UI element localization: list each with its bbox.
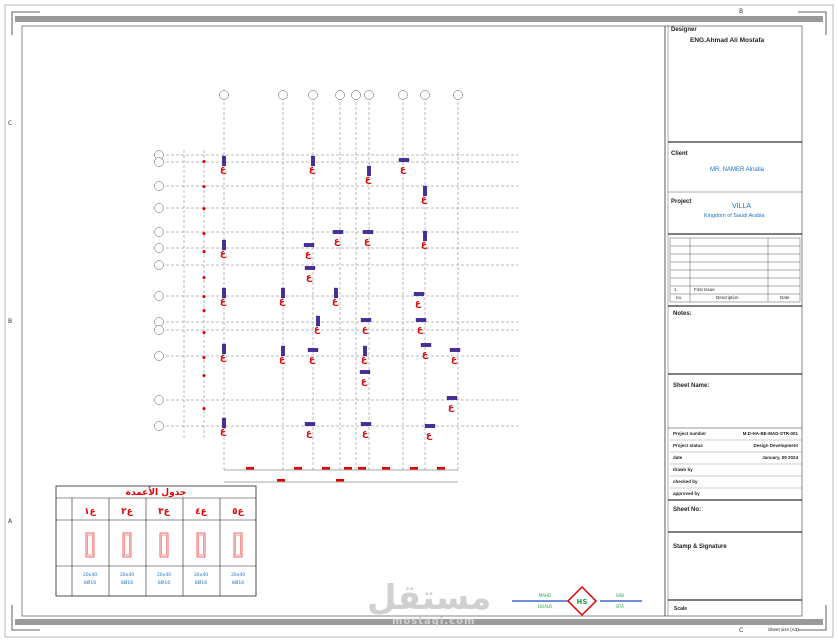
- column-marker: [304, 243, 314, 260]
- dimension-value-mark: [294, 467, 302, 470]
- column-tag: ع: [278, 297, 286, 307]
- column-marker: [421, 231, 428, 250]
- grid-bubble: [454, 91, 463, 100]
- column-marker: [308, 348, 318, 365]
- grid-bubble: [399, 91, 408, 100]
- schedule-dimension: 20x40: [119, 573, 135, 578]
- grid-bubble: [155, 352, 164, 361]
- chain-dim-mark: •: [201, 307, 207, 317]
- grid-bubble: [155, 158, 164, 167]
- project-location: Kingdom of Saudi Arabia: [704, 213, 765, 219]
- column-tag: ع: [425, 431, 433, 441]
- border-letter-side-1: C: [8, 120, 13, 127]
- top-frame-bar: [15, 16, 823, 22]
- dimension-value-mark: [358, 467, 366, 470]
- chain-dim-mark: •: [201, 230, 207, 240]
- border-letter-bottom-1: C: [739, 627, 744, 634]
- schedule-rebar: 8Ø16: [231, 581, 245, 586]
- title-block-frame: [665, 26, 802, 616]
- grid-bubble: [155, 182, 164, 191]
- column-marker: [220, 344, 227, 363]
- column-marker: [279, 288, 286, 307]
- column-marker: [305, 266, 315, 283]
- column-marker: [414, 292, 424, 309]
- schedule-column-name: ع٥: [232, 507, 244, 517]
- client-label: Client: [671, 151, 688, 157]
- grid-bubble: [155, 292, 164, 301]
- column-tag: ع: [219, 353, 227, 363]
- schedule-title: جدول الأعمدة: [125, 488, 187, 498]
- meta-value: January, 09 2024: [762, 455, 798, 460]
- column-marker: [220, 156, 227, 175]
- column-marker: [360, 370, 370, 387]
- column-marker: [314, 316, 321, 335]
- grid-bubble: [155, 318, 164, 327]
- column-marker: [279, 346, 286, 365]
- column-tag: ع: [414, 299, 422, 309]
- chain-dim-mark: •: [201, 274, 207, 284]
- notes-label: Notes:: [673, 311, 692, 317]
- watermark-arabic: مستقل: [367, 578, 492, 618]
- meta-label: checked by: [673, 479, 698, 484]
- sheet-name-label: Sheet Name:: [673, 383, 710, 389]
- column-marker: [309, 156, 316, 175]
- dimension-value-mark: [322, 467, 330, 470]
- column-tag: ع: [333, 237, 341, 247]
- meta-label: drawn by: [673, 467, 693, 472]
- border-letter-side-2: B: [8, 318, 13, 325]
- column-tag: ع: [420, 195, 428, 205]
- column-marker: [220, 288, 227, 307]
- chain-dim-mark: •: [201, 183, 207, 193]
- column-schedule: [56, 486, 256, 596]
- grid-bubble: [155, 422, 164, 431]
- logo-text: HS: [576, 598, 588, 606]
- meta-label: date: [673, 455, 683, 460]
- project-name: VILLA: [732, 203, 752, 210]
- column-marker: [305, 422, 315, 439]
- column-tag: ع: [308, 355, 316, 365]
- meta-label: Project number: [673, 431, 707, 436]
- column-marker: [361, 422, 371, 439]
- column-markers: [201, 156, 460, 441]
- grid-bubble: [155, 228, 164, 237]
- grid-bubble: [365, 91, 374, 100]
- column-marker: [416, 318, 426, 335]
- watermark-latin: mostaql.com: [392, 616, 476, 627]
- rev-first-no: 1: [674, 287, 677, 292]
- column-marker: [365, 166, 372, 185]
- dimension-lines: [224, 467, 458, 482]
- structural-grid: [166, 102, 518, 470]
- column-tag: ع: [416, 325, 424, 335]
- dimension-value-mark: [344, 467, 352, 470]
- column-marker: [425, 424, 435, 441]
- dimension-value-mark: [410, 467, 418, 470]
- column-tag: ع: [308, 165, 316, 175]
- column-tag: ع: [305, 429, 313, 439]
- dimension-value-mark: [382, 467, 390, 470]
- column-tag: ع: [360, 355, 368, 365]
- column-tag: ع: [278, 355, 286, 365]
- legend-right-top: SAB: [615, 593, 625, 598]
- schedule-column-name: ع٢: [121, 507, 133, 517]
- chain-dim-mark: •: [201, 405, 207, 415]
- column-tag: ع: [219, 297, 227, 307]
- dimension-value-mark: [437, 467, 445, 470]
- project-label: Project: [671, 199, 692, 205]
- corner-mark-bl: [12, 605, 40, 630]
- column-marker: [421, 186, 428, 205]
- column-tag: ع: [420, 240, 428, 250]
- column-tag: ع: [305, 273, 313, 283]
- grid-bubble: [279, 91, 288, 100]
- column-marker: [450, 348, 460, 365]
- scale-label: Scale: [674, 606, 688, 612]
- column-marker: [333, 230, 343, 247]
- meta-label: Project status: [673, 443, 703, 448]
- column-marker: [220, 240, 227, 259]
- corner-mark-tl: [12, 12, 40, 35]
- column-tag: ع: [219, 249, 227, 259]
- column-tag: ع: [313, 325, 321, 335]
- column-marker: [363, 230, 373, 247]
- rev-no-header: no.: [676, 295, 683, 300]
- column-tag: ع: [219, 165, 227, 175]
- grid-bubble: [352, 91, 361, 100]
- column-tag: ع: [331, 297, 339, 307]
- chain-dim-mark: •: [201, 372, 207, 382]
- schedule-column-name: ع٣: [158, 507, 170, 517]
- grid-bubble: [155, 396, 164, 405]
- border-letter-top-1: B: [739, 8, 744, 15]
- chain-dim-mark: •: [201, 329, 207, 339]
- legend-left-top: MAHD: [538, 593, 552, 598]
- grid-bubble: [421, 91, 430, 100]
- column-tag: ع: [361, 429, 369, 439]
- column-tag: ع: [447, 403, 455, 413]
- grid-bubble: [220, 91, 229, 100]
- column-tag: ع: [360, 377, 368, 387]
- grid-bubble: [155, 261, 164, 270]
- grid-bubble: [309, 91, 318, 100]
- sheet-size-label: Sheet size (A3): [768, 627, 799, 632]
- column-marker: [361, 346, 368, 365]
- chain-dim-mark: •: [201, 248, 207, 258]
- grid-bubble: [336, 91, 345, 100]
- schedule-column-name: ع٤: [195, 507, 207, 517]
- schedule-column-name: ع١: [84, 507, 96, 517]
- grid-bubble: [155, 326, 164, 335]
- schedule-dimension: 20x40: [193, 573, 209, 578]
- stamp-label: Stamp & Signature: [673, 544, 727, 550]
- chain-dim-mark: •: [201, 293, 207, 303]
- designer-label: Designer: [671, 27, 697, 33]
- schedule-dimension: 20x40: [82, 573, 98, 578]
- column-tag: ع: [450, 355, 458, 365]
- revision-table: [670, 238, 800, 302]
- schedule-rebar: 8Ø16: [120, 581, 134, 586]
- dimension-value-mark: [277, 479, 285, 482]
- column-tag: ع: [364, 175, 372, 185]
- grid-bubble: [155, 204, 164, 213]
- schedule-dimension: 20x40: [156, 573, 172, 578]
- meta-value: Design Development: [753, 443, 798, 448]
- rev-desc-header: Description: [716, 295, 739, 300]
- chain-dim-mark: •: [201, 354, 207, 364]
- sheet-no-label: Sheet No:: [673, 507, 702, 513]
- dimension-value-mark: [336, 479, 344, 482]
- meta-value: M.D-HA-BE-MAD-STR-001: [742, 431, 798, 436]
- column-marker: [220, 418, 227, 437]
- column-tag: ع: [421, 350, 429, 360]
- column-tag: ع: [219, 427, 227, 437]
- legend-right-bottom: BTA: [616, 604, 624, 609]
- border-letter-side-3: A: [8, 518, 13, 525]
- schedule-dimension: 20x40: [230, 573, 246, 578]
- column-tag: ع: [304, 250, 312, 260]
- column-tag: ع: [399, 165, 407, 175]
- chain-dim-mark: •: [201, 158, 207, 168]
- column-marker: [447, 396, 457, 413]
- client-name: MR. NAMER Alnatia: [710, 167, 765, 173]
- rev-date-header: Date: [780, 295, 790, 300]
- rev-first-desc: First Issue: [694, 287, 715, 292]
- designer-name: ENG.Ahmad Ali Mostafa: [690, 37, 765, 44]
- grid-bubble: [155, 244, 164, 253]
- legend-logo: [512, 587, 642, 615]
- column-marker: [399, 158, 409, 175]
- schedule-rebar: 8Ø16: [194, 581, 208, 586]
- column-tag: ع: [361, 325, 369, 335]
- column-marker: [361, 318, 371, 335]
- legend-left-bottom: DOALB: [538, 604, 552, 609]
- column-marker: [421, 343, 431, 360]
- column-tag: ع: [363, 237, 371, 247]
- schedule-rebar: 8Ø16: [157, 581, 171, 586]
- column-marker: [332, 288, 339, 307]
- dimension-value-mark: [246, 467, 254, 470]
- schedule-rebar: 8Ø16: [83, 581, 97, 586]
- chain-dim-mark: •: [201, 205, 207, 215]
- meta-label: approved by: [673, 491, 700, 496]
